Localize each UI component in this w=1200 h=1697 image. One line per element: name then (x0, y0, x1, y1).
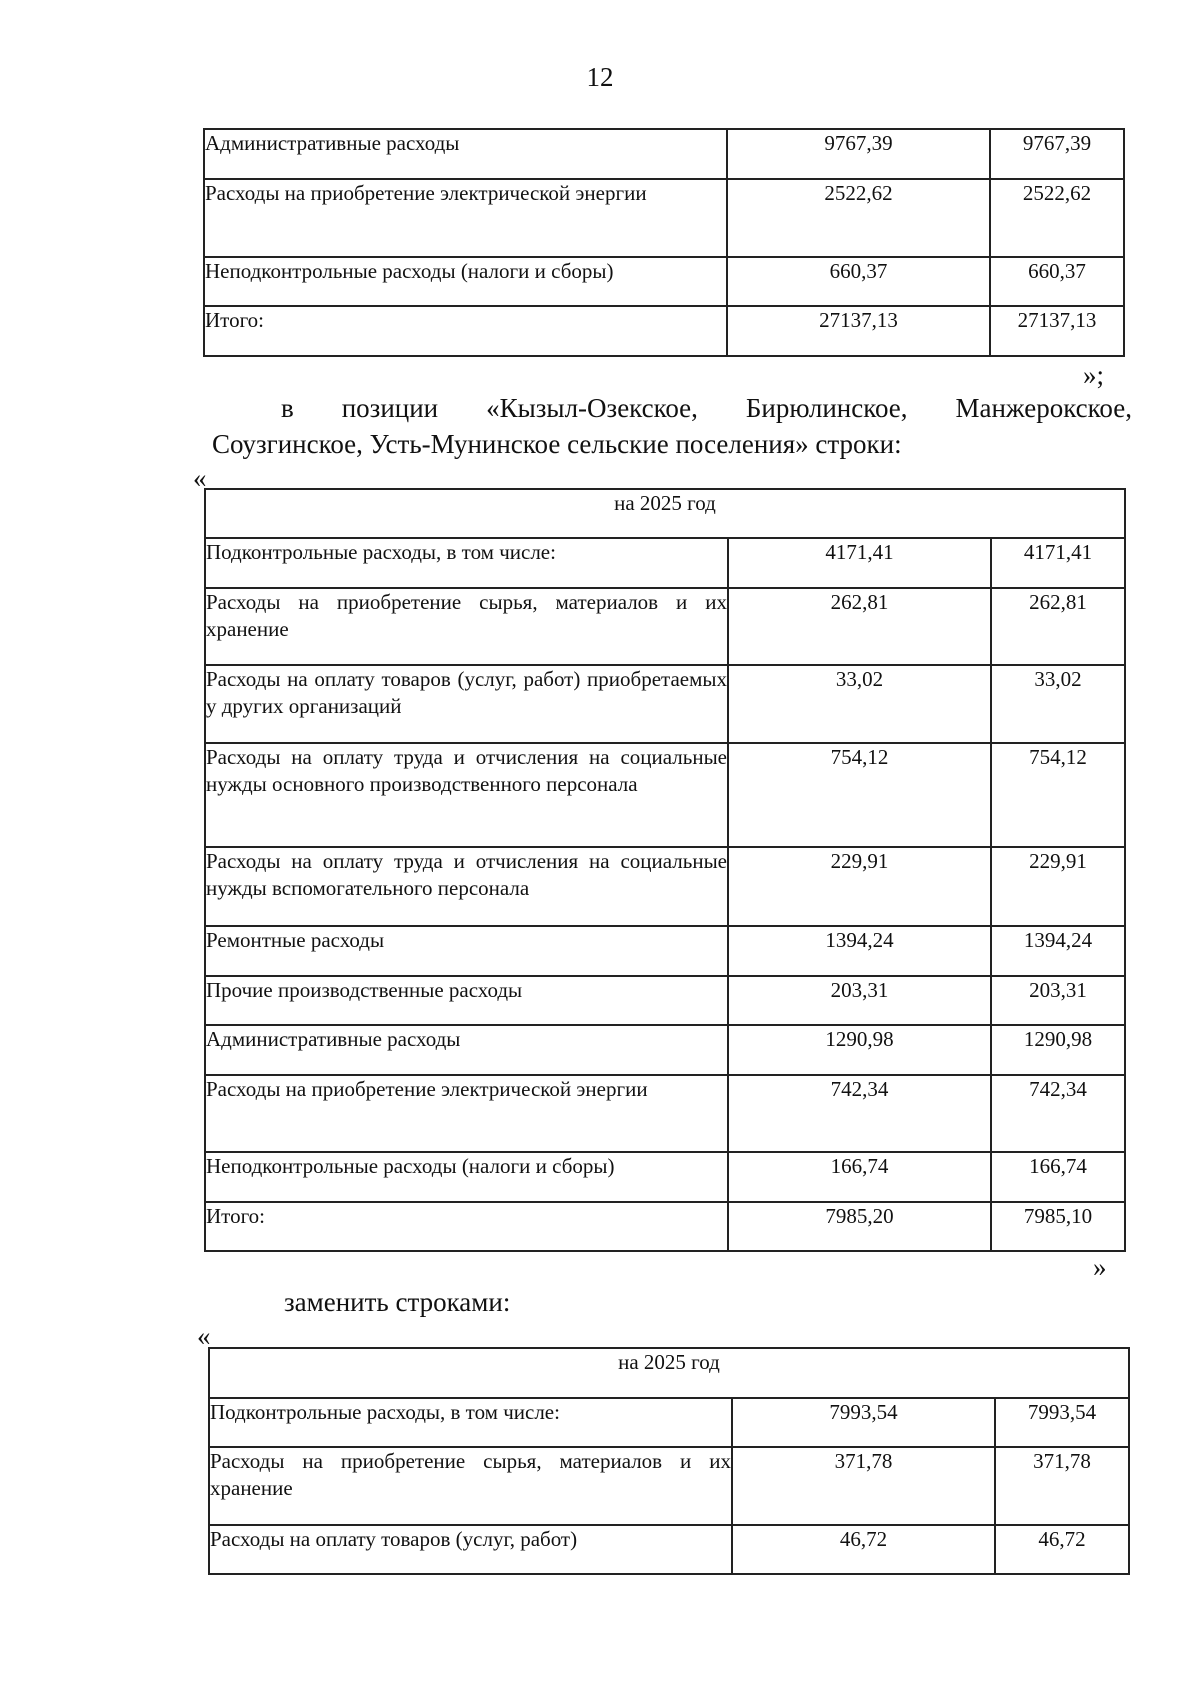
row-value-2: 7985,10 (991, 1202, 1125, 1251)
row-value-1: 7985,20 (728, 1202, 991, 1251)
table-row (204, 129, 1124, 179)
replace-instruction: заменить строками: (284, 1287, 511, 1317)
row-value-2: 46,72 (995, 1525, 1129, 1574)
closing-quote: » (1093, 1252, 1107, 1282)
paragraph-word: Бирюлинское, (745, 393, 908, 423)
row-label: Подконтрольные расходы, в том числе: (209, 1398, 732, 1447)
paragraph-line: Соузгинское, Усть-Мунинское сельские поселения» строки: (212, 429, 902, 459)
row-value-1: 229,91 (728, 847, 991, 926)
row-label: Расходы на приобретение сырья, материалов и их хранение (205, 588, 728, 665)
paragraph-word: Манжерокское, (955, 393, 1132, 423)
row-label: Расходы на приобретение электрической энергии (204, 179, 727, 257)
row-value-1: 46,72 (732, 1525, 995, 1574)
expenses-table-continued (203, 128, 1125, 357)
row-value-2: 371,78 (995, 1447, 1129, 1525)
table-row (205, 665, 1125, 743)
table-row (205, 538, 1125, 588)
table-row (205, 1025, 1125, 1075)
row-label: Неподконтрольные расходы (налоги и сборы) (205, 1152, 728, 1202)
row-value-2: 1290,98 (991, 1025, 1125, 1075)
row-value-2: 2522,62 (990, 179, 1124, 257)
table-row (209, 1525, 1129, 1574)
row-label: Итого: (204, 306, 727, 356)
row-value-1: 27137,13 (727, 306, 990, 356)
row-label: Расходы на приобретение сырья, материалов и их хранение (209, 1447, 732, 1525)
row-label: Административные расходы (205, 1025, 728, 1075)
row-label: Расходы на приобретение электрической энергии (205, 1075, 728, 1152)
row-value-1: 371,78 (732, 1447, 995, 1525)
row-value-1: 754,12 (728, 743, 991, 847)
table-row (209, 1398, 1129, 1447)
new-expenses-table (208, 1347, 1130, 1575)
row-label: Расходы на оплату труда и отчисления на социальные нужды основного производственного персонала (205, 743, 728, 847)
row-label: Неподконтрольные расходы (налоги и сборы) (204, 257, 727, 306)
row-value-1: 660,37 (727, 257, 990, 306)
row-label: Подконтрольные расходы, в том числе: (205, 538, 728, 588)
page-number: 12 (586, 62, 614, 92)
table-row (205, 1202, 1125, 1251)
row-value-1: 262,81 (728, 588, 991, 665)
row-label: Ремонтные расходы (205, 926, 728, 976)
row-value-1: 1290,98 (728, 1025, 991, 1075)
table-row (209, 1447, 1129, 1525)
paragraph-word: в (281, 393, 294, 423)
row-value-1: 166,74 (728, 1152, 991, 1202)
row-value-2: 754,12 (991, 743, 1125, 847)
row-value-2: 229,91 (991, 847, 1125, 926)
row-value-1: 2522,62 (727, 179, 990, 257)
amendment-paragraph (212, 392, 1132, 461)
paragraph-word: «Кызыл-Озекское, (486, 393, 698, 423)
row-value-1: 203,31 (728, 976, 991, 1025)
opening-quote: « (193, 463, 207, 493)
table-row (205, 1152, 1125, 1202)
closing-quote: »; (1083, 360, 1105, 390)
row-value-2: 660,37 (990, 257, 1124, 306)
current-expenses-table (204, 488, 1126, 1252)
row-label: Расходы на оплату товаров (услуг, работ) (209, 1525, 732, 1574)
year-header: на 2025 год (205, 489, 1125, 538)
year-header: на 2025 год (209, 1348, 1129, 1398)
row-value-2: 203,31 (991, 976, 1125, 1025)
opening-quote: « (197, 1321, 211, 1351)
table-row (204, 306, 1124, 356)
row-value-1: 1394,24 (728, 926, 991, 976)
row-value-2: 742,34 (991, 1075, 1125, 1152)
row-value-1: 9767,39 (727, 129, 990, 179)
table-row (205, 1075, 1125, 1152)
row-label: Итого: (205, 1202, 728, 1251)
row-value-1: 33,02 (728, 665, 991, 743)
row-value-2: 1394,24 (991, 926, 1125, 976)
table-row (205, 847, 1125, 926)
table-row (205, 743, 1125, 847)
table-row (205, 588, 1125, 665)
table-header-row (205, 489, 1125, 538)
row-value-2: 166,74 (991, 1152, 1125, 1202)
table-row (205, 976, 1125, 1025)
table-row (204, 179, 1124, 257)
row-value-2: 262,81 (991, 588, 1125, 665)
row-label: Расходы на оплату товаров (услуг, работ) приобретаемых у других организаций (205, 665, 728, 743)
row-value-2: 9767,39 (990, 129, 1124, 179)
row-value-1: 4171,41 (728, 538, 991, 588)
row-value-2: 4171,41 (991, 538, 1125, 588)
row-label: Административные расходы (204, 129, 727, 179)
row-value-2: 33,02 (991, 665, 1125, 743)
row-label: Прочие производственные расходы (205, 976, 728, 1025)
table-header-row (209, 1348, 1129, 1398)
row-value-1: 742,34 (728, 1075, 991, 1152)
paragraph-word: позиции (341, 393, 439, 423)
row-label: Расходы на оплату труда и отчисления на социальные нужды вспомогательного персонала (205, 847, 728, 926)
table-row (204, 257, 1124, 306)
row-value-2: 27137,13 (990, 306, 1124, 356)
row-value-1: 7993,54 (732, 1398, 995, 1447)
table-row (205, 926, 1125, 976)
row-value-2: 7993,54 (995, 1398, 1129, 1447)
